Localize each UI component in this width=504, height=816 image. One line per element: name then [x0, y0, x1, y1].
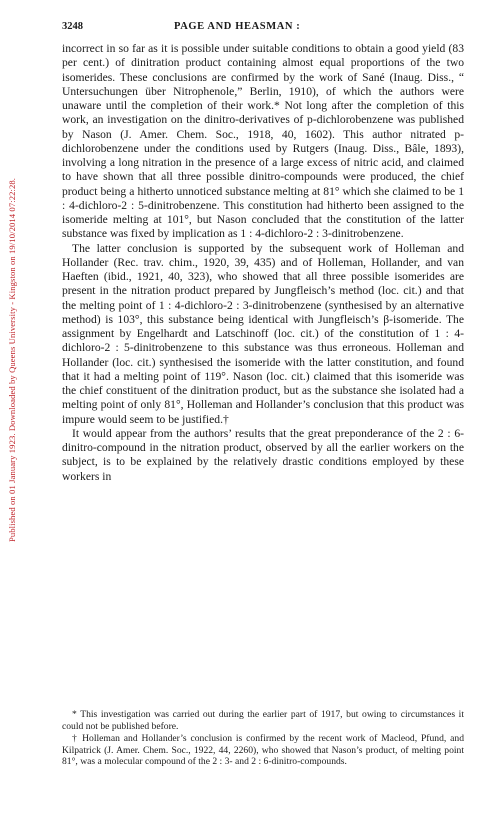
- running-header: [62, 21, 464, 35]
- footnote: * This investigation was carried out during the earlier part of 1917, but owing to circumstances it could not be published before.: [62, 709, 464, 732]
- paragraph: The latter conclusion is supported by the subsequent work of Holleman and Hollander (Rec. trav. chim., 1920, 39, 435) and of Holleman, Hollander, and van Haeften (ibid., 1921, 40, 323), who showed that all three possible isomerides are present in the nitration product prepared by Jungfleisch’s method (loc. cit.) and that the melting point of 1 : 4-dichloro-2 : 3-dinitrobenzene (synthesised by an alternative method) is 103°, this substance being identical with Jungfleisch’s β-isomeride. The assignment by Engelhardt and Latschinoff (loc. cit.) of the constitution of 1 : 4-dichloro-2 : 5-dinitrobenzene to this substance was thus erroneous. Holleman and Hollander (loc. cit.) synthesised the isomeride with the latter constitution, and found that it had a melting point of 119°. Nason (loc. cit.) claimed that this isomeride was the chief constituent of the dinitration product, but as the substance she isolated had a melting point of only 81°, Holleman and Hollander’s conclusion that this product was impure would seem to be justified.†: [62, 241, 464, 426]
- footnotes: [62, 709, 464, 769]
- page-number: 3248: [62, 21, 83, 32]
- running-title: PAGE AND HEASMAN :: [174, 21, 301, 32]
- paragraph: incorrect in so far as it is possible under suitable conditions to obtain a good yield (83 per cent.) of dinitration product containing almost equal proportions of the two isomerides. These conclusions are confirmed by the work of Sané (Inaug. Diss., “ Untersuchungen über Nitrophenole,” Berlin, 1910), of which the authors were unaware until the completion of their work.* Not long after the completion of this work, an investigation on the dinitro-derivatives of p-dichlorobenzene was published by Nason (J. Amer. Chem. Soc., 1918, 40, 1602). This author nitrated p-dichlorobenzene under the conditions used by Rutgers (Inaug. Diss., Bâle, 1893), involving a long nitration in the presence of a large excess of nitric acid, and claimed to have shown that all three possible dinitro-compounds were produced, the chief product being a hitherto unnoticed substance melting at 81° which she claimed to be 1 : 4-dichloro-2 : 5-dinitrobenzene. This constitution had hitherto been assigned to the isomeride melting at 101°, but Nason concluded that the constitution of the latter substance was fixed by implication as 1 : 4-dichloro-2 : 3-dinitrobenzene.: [62, 42, 464, 241]
- download-watermark-text: Published on 01 January 1923. Downloaded by Queens University - Kingston on 19/10/2014 07:22:28.: [7, 177, 17, 543]
- paragraph: It would appear from the authors’ results that the great preponderance of the 2 : 6-dinitro-compound in the nitration product, observed by all the earlier workers on the subject, is to be explained by the relatively drastic conditions employed by these workers in: [62, 426, 464, 483]
- footnote: † Holleman and Hollander’s conclusion is confirmed by the recent work of Macleod, Pfund, and Kilpatrick (J. Amer. Chem. Soc., 1922, 44, 2260), who showed that Nason’s product, of melting point 81°, was a molecular compound of the 2 : 3- and 2 : 6-dinitro-compounds.: [62, 733, 464, 768]
- download-watermark: [0, 0, 24, 816]
- article-body: [62, 42, 464, 484]
